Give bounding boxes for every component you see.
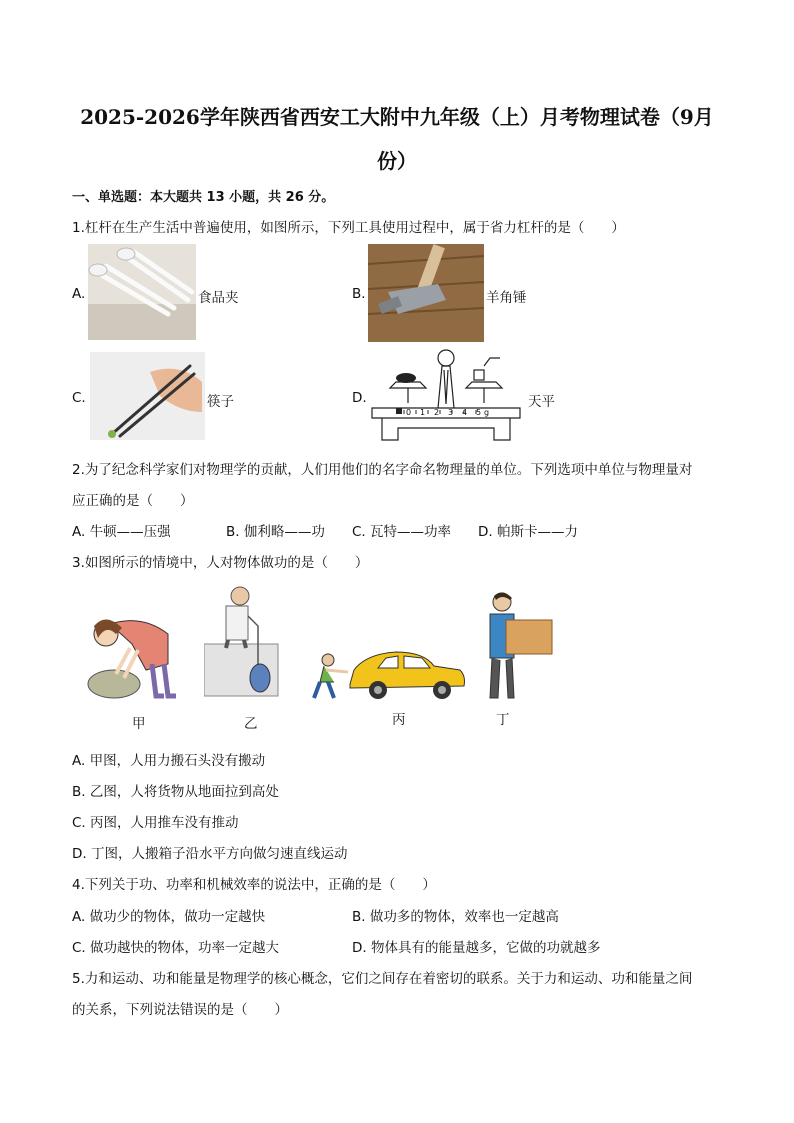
q4-option-a: A. 做功少的物体，做功一定越快	[72, 909, 266, 925]
q1-option-b-label: 羊角锤	[486, 290, 527, 306]
q2-stem-line2: 应正确的是（ ）	[72, 493, 194, 509]
q1-option-c-letter: C.	[72, 390, 86, 406]
figure-label-jia: 甲	[132, 716, 146, 732]
q3-stem: 3.如图所示的情境中，人对物体做功的是（ ）	[72, 555, 369, 571]
q5-stem-line1: 5.力和运动、功和能量是物理学的核心概念，它们之间存在着密切的联系。关于力和运动、功和能量之间	[72, 971, 693, 987]
q3-option-c: C. 丙图，人用推车没有推动	[72, 815, 239, 831]
q1-stem: 1.杠杆在生产生活中普遍使用，如图所示，下列工具使用过程中，属于省力杠杆的是（ ）	[72, 220, 625, 236]
balance-scale-drawing	[368, 348, 526, 442]
q2-option-d: D. 帕斯卡——力	[478, 524, 578, 540]
q2-option-b: B. 伽利略——功	[226, 524, 325, 540]
food-tongs-photo	[88, 244, 196, 340]
q1-option-d-letter: D.	[352, 390, 367, 406]
figure-bing-pushing-car	[306, 636, 468, 706]
q3-option-d: D. 丁图，人搬箱子沿水平方向做匀速直线运动	[72, 846, 348, 862]
q1-option-b-letter: B.	[352, 286, 366, 302]
q1-option-a-letter: A.	[72, 286, 86, 302]
page-title-line2: 份）	[377, 149, 417, 173]
page-title-line1: 2025-2026学年陕西省西安工大附中九年级（上）月考物理试卷（9月	[80, 105, 714, 129]
figure-label-bing: 丙	[392, 712, 406, 728]
figure-jia-lifting-stone	[72, 604, 180, 704]
q2-option-a: A. 牛顿——压强	[72, 524, 171, 540]
figure-ding-carrying-box	[484, 590, 556, 704]
claw-hammer-photo	[368, 244, 484, 342]
q1-option-a-label: 食品夹	[198, 290, 239, 306]
q2-stem-line1: 2.为了纪念科学家们对物理学的贡献，人们用他们的名字命名物理量的单位。下列选项中单位与物理量对	[72, 462, 693, 478]
q4-stem: 4.下列关于功、功率和机械效率的说法中，正确的是（ ）	[72, 877, 436, 893]
q5-stem-line2: 的关系，下列说法错误的是（ ）	[72, 1002, 288, 1018]
q3-option-b: B. 乙图，人将货物从地面拉到高处	[72, 784, 279, 800]
section-heading: 一、单选题：本大题共 13 小题，共 26 分。	[72, 190, 335, 205]
figure-label-yi: 乙	[244, 716, 258, 732]
q1-option-d-label: 天平	[528, 394, 555, 410]
q3-option-a: A. 甲图，人用力搬石头没有搬动	[72, 753, 266, 769]
q4-option-d: D. 物体具有的能量越多，它做的功就越多	[352, 940, 601, 956]
figure-label-ding: 丁	[496, 712, 510, 728]
figure-yi-pulling-bag	[204, 586, 282, 698]
q2-option-c: C. 瓦特——功率	[352, 524, 452, 540]
q4-option-b: B. 做功多的物体，效率也一定越高	[352, 909, 559, 925]
chopsticks-photo	[90, 352, 205, 440]
q4-option-c: C. 做功越快的物体，功率一定越大	[72, 940, 280, 956]
q1-option-c-label: 筷子	[207, 394, 234, 410]
